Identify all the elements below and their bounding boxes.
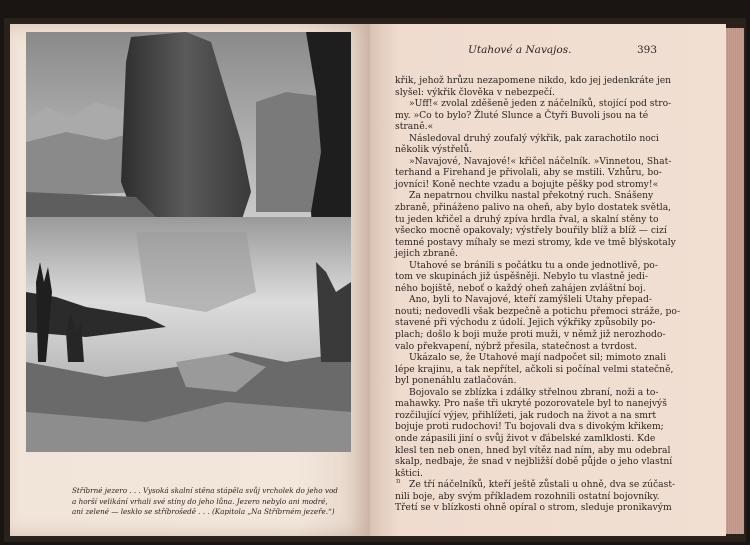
text-line: Bojovalo se zblízka i zdálky střelnou zbraní, noži a to- <box>409 386 659 398</box>
text-line: ného bojiště, neboť o každý oheň zahájen zvláštní boj. <box>395 282 646 294</box>
text-line: Následoval druhý zoufalý výkřik, pak zarachotilo noci <box>409 132 659 144</box>
text-line: Za nepatrnou chvilku nastal překotný ruch. Snášeny <box>409 190 654 202</box>
text-line: terhand a Firehand je přivolali, aby se mstili. Vzhůru, bo- <box>395 167 662 179</box>
caption-line: Stříbrné jezero . . . Vysoká skalní stěna stápěla svůj vrcholek do jeho vod <box>72 486 338 495</box>
text-line: skalp, nedbaje, že snad v nejbližší době půjde o jeho vlastní <box>395 456 673 468</box>
page-number: 393 <box>637 44 658 56</box>
text-line: stavené při východu z údolí. Jejich výkřiky způsobily po- <box>395 317 656 329</box>
text-line: všecko mocně opakovaly; výstřely bouřily blíž a blíž — cizí <box>395 225 667 237</box>
text-line: »Navajové, Navajové!« křičel náčelník. »Vinnetou, Shat- <box>409 155 672 167</box>
body-text <box>395 75 681 514</box>
lake-photograph <box>26 32 351 452</box>
text-line: lépe krajinu, a tak nepřítel, ačkoli si počínal velmi statečně, <box>395 363 674 375</box>
text-line: rozčilující výjev, přihlížeti, jak rudoch na život a na smrt <box>395 409 657 421</box>
text-line: plach; došlo k boji muže proti muži, v němž již nerozhodo- <box>395 329 666 341</box>
text-line: zbraně, přináženo palivo na oheň, aby bylo dostatek světla, <box>395 202 672 214</box>
text-line: onde zápasili jiní o svůj život v ďábelské zamlklosti. Kde <box>395 432 656 444</box>
text-line: bojuje proti rudochovi! Tu bojovali dva s divokým křikem; <box>395 421 664 433</box>
footer-mark: n <box>396 477 401 485</box>
text-line: Utahové se bránili s počátku tu a onde jednotlivě, po- <box>409 259 658 271</box>
text-line: valo překvapení, nýbrž přesila, statečnost a tvrdost. <box>395 340 638 352</box>
text-line: klesl ten neb onen, hned byl vítěz nad ním, aby mu odebral <box>395 444 671 456</box>
text-line: tom ve skupinách již úspěšněji. Nebylo tu vlastně jedi- <box>395 271 648 283</box>
text-line: jejich zbraně. <box>395 248 458 260</box>
text-line: nouti; nedovedli však bezpečně a potichu přemoci stráže, po- <box>395 305 681 317</box>
text-line: několik výstřelů. <box>395 144 473 156</box>
text-line: mahawky. Pro naše tři ukryté pozorovatele byl to nanejvýš <box>395 398 667 410</box>
text-line: straně.« <box>395 121 434 133</box>
text-line: tu jeden křičel a druhý zpíva hrdla řval, a skalní stěny to <box>395 213 659 225</box>
text-line: křik, jehož hrůzu nezapomene nikdo, kdo jej jedenkráte jen <box>395 75 672 86</box>
lake-photo-image <box>26 32 351 452</box>
text-line: kštici. <box>395 467 423 479</box>
photo-caption <box>72 486 357 518</box>
text-line: temné postavy míhaly se mezi stromy, kde ve tmě blýskotaly <box>395 236 676 248</box>
text-line: slyšel: výkřik člověka v nebezpečí. <box>395 86 555 98</box>
text-line: my. »Co to bylo? Žluté Slunce a Čtyři Buvoli jsou na té <box>395 109 649 121</box>
text-line: jovníci! Koně nechte vzadu a bojujte pěšky pod stromy!« <box>395 178 659 190</box>
text-line: byl ponenáhlu zatlačován. <box>395 375 517 387</box>
text-line: nili boje, aby svým příkladem rozohnili ostatní bojovníky. <box>395 490 660 502</box>
text-line: Ukázalo se, že Utahové mají nadpočet sil; mimoto znali <box>409 352 667 364</box>
left-page <box>10 24 370 536</box>
text-line: »Uff!« zvolal zděšeně jeden z náčelníků, stojící pod stro- <box>409 98 672 110</box>
running-head: Utahové a Navajos. <box>468 44 572 56</box>
caption-line: a horší velikání vrhali své stíny do jeho lůna. Jezero nebylo ani modré, <box>72 496 328 506</box>
text-line: Ze tří náčelníků, kteří ještě zůstali u ohně, dva se zúčast- <box>409 479 676 491</box>
text-line: Ano, byli to Navajové, kteří zamýšleli Utahy přepad- <box>409 294 653 306</box>
page-edges <box>726 28 744 534</box>
caption-line: ani zelené — leskło se stříbrošedě . . . (Kapitola „Na Stříbrném jezeře.“) <box>72 507 335 516</box>
text-line: Třetí se v blízkosti ohně opíral o strom, sleduje pronikavým <box>395 502 672 514</box>
